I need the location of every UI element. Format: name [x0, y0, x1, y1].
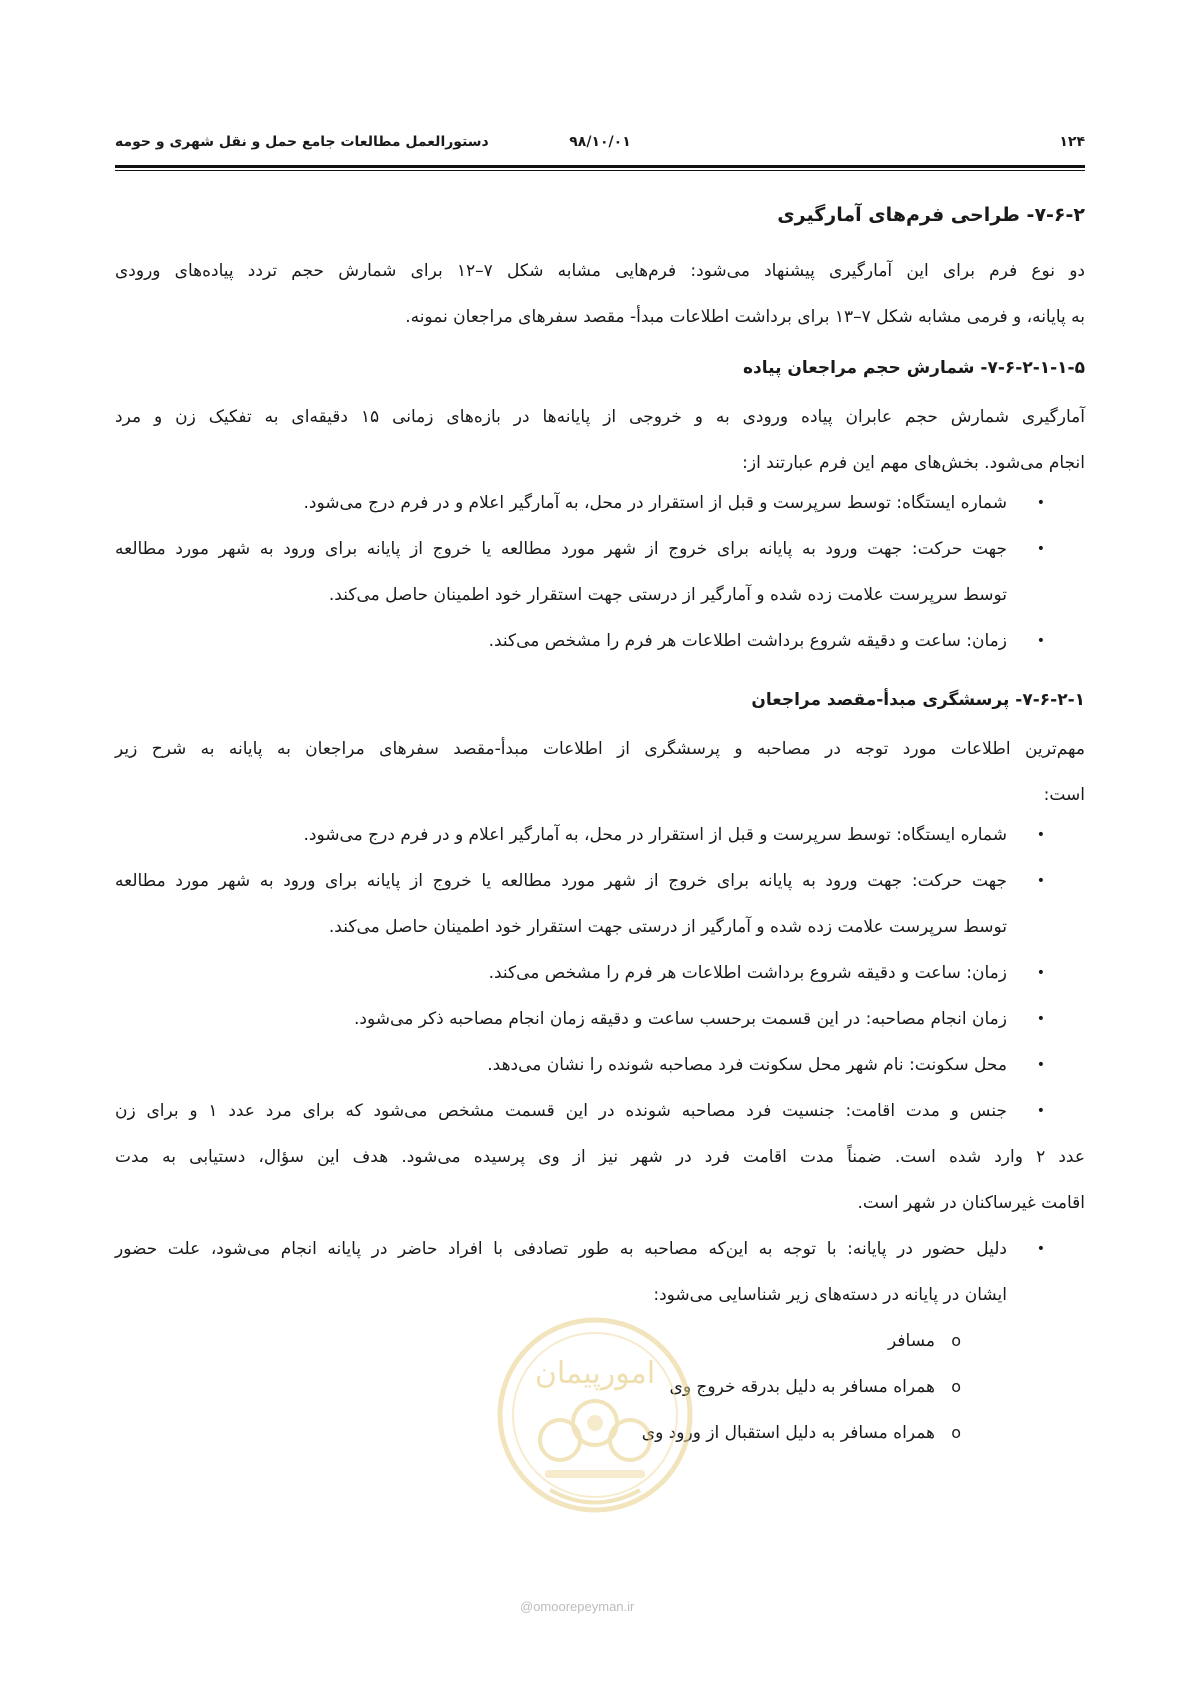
paragraph-line: است: [1043, 785, 1085, 805]
list-item-text: جهت حرکت: جهت ورود به پایانه برای خروج از شهر مورد مطالعه یا خروج از پایانه برای ورود به شهر مورد مطالعه [115, 871, 1007, 891]
bullet-icon: • [1036, 1241, 1045, 1257]
watermark-logo-icon [490, 1305, 700, 1525]
paragraph-line: آمارگیری شمارش حجم عابران پیاده ورودی به و خروجی از پایانه‌ها در بازه‌های زمانی ۱۵ دقیقه‌ای به تفکیک زن و مرد [115, 407, 1085, 427]
list-item-text: توسط سرپرست علامت زده شده و آمارگیر از درستی جهت استقرار خود اطمینان حاصل می‌کند. [328, 917, 1007, 937]
page-number: ۱۲۴ [1059, 134, 1085, 150]
header-title: دستورالعمل مطالعات جامع حمل و نقل شهری و حومه [115, 134, 489, 150]
list-item-text: شماره ایستگاه: توسط سرپرست و قبل از استقرار در محل، به آمارگیر اعلام و در فرم درج می‌شود. [303, 493, 1007, 513]
list-item-text: اقامت غیرساکنان در شهر است. [857, 1193, 1085, 1213]
circle-bullet-icon: o [951, 1331, 961, 1350]
list-item-text: محل سکونت: نام شهر محل سکونت فرد مصاحبه شونده را نشان می‌دهد. [487, 1055, 1007, 1075]
header-date: ۹۸/۱۰/۰۱ [569, 134, 631, 150]
section-heading: ۷-۶-۲- طراحی فرم‌های آمارگیری [777, 204, 1085, 226]
circle-bullet-icon: o [951, 1377, 961, 1396]
bullet-icon: • [1036, 873, 1045, 889]
header-rule-thin [115, 170, 1085, 171]
section-heading: ۷-۶-۲-۱-۱-۵- شمارش حجم مراجعان پیاده [743, 358, 1085, 378]
paragraph-line: انجام می‌شود. بخش‌های مهم این فرم عبارتند از: [742, 453, 1085, 473]
bullet-icon: • [1036, 1057, 1045, 1073]
list-item-text: زمان: ساعت و دقیقه شروع برداشت اطلاعات هر فرم را مشخص می‌کند. [488, 963, 1007, 983]
list-item-text: شماره ایستگاه: توسط سرپرست و قبل از استقرار در محل، به آمارگیر اعلام و در فرم درج می‌شود. [303, 825, 1007, 845]
list-item-text: دلیل حضور در پایانه: با توجه به این‌که مصاحبه به طور تصادفی با افراد حاضر در پایانه انجام می‌شود، علت حضور [115, 1239, 1007, 1259]
list-item-text: عدد ۲ وارد شده است. ضمناً مدت اقامت فرد در شهر نیز از وی پرسیده می‌شود. هدف این سؤال، دستیابی به مدت [115, 1147, 1085, 1167]
sub-list-item-text: همراه مسافر به دلیل بدرقه خروج وی [669, 1377, 935, 1397]
circle-bullet-icon: o [951, 1423, 961, 1442]
bullet-icon: • [1036, 1103, 1045, 1119]
list-item-text: توسط سرپرست علامت زده شده و آمارگیر از درستی جهت استقرار خود اطمینان حاصل می‌کند. [328, 585, 1007, 605]
sub-list-item-text: مسافر [888, 1331, 935, 1351]
sub-list-item-text: همراه مسافر به دلیل استقبال از ورود وی [641, 1423, 935, 1443]
bullet-icon: • [1036, 541, 1045, 557]
watermark-logo-text: امورپیمان [534, 1356, 656, 1391]
paragraph-line: به پایانه، و فرمی مشابه شکل ۷–۱۳ برای برداشت اطلاعات مبدأ- مقصد سفرهای مراجعان نمونه. [405, 307, 1085, 327]
bullet-icon: • [1036, 1011, 1045, 1027]
paragraph [115, 394, 1085, 486]
list-item-text: جنس و مدت اقامت: جنسیت فرد مصاحبه شونده در این قسمت مشخص می‌شود که برای مرد عدد ۱ و برای زن [115, 1101, 1007, 1121]
list-item-text: ایشان در پایانه در دسته‌های زیر شناسایی می‌شود: [653, 1285, 1007, 1305]
bullet-icon: • [1036, 965, 1045, 981]
paragraph [115, 726, 1085, 818]
watermark-url: @omoorepeyman.ir [520, 1599, 635, 1614]
paragraph-line: دو نوع فرم برای این آمارگیری پیشنهاد می‌شود: فرم‌هایی مشابه شکل ۷–۱۲ برای شمارش حجم تردد پیاده‌های ورودی [115, 261, 1085, 281]
paragraph-line: مهم‌ترین اطلاعات مورد توجه در مصاحبه و پرسشگری از اطلاعات مبدأ-مقصد سفرهای مراجعان به پایانه به شرح زیر [115, 739, 1085, 759]
list-item-text: جهت حرکت: جهت ورود به پایانه برای خروج از شهر مورد مطالعه یا خروج از پایانه برای ورود به شهر مورد مطالعه [115, 539, 1007, 559]
section-heading: ۷-۶-۲-۱- پرسشگری مبدأ-مقصد مراجعان [751, 690, 1085, 710]
list-item-text: زمان انجام مصاحبه: در این قسمت برحسب ساعت و دقیقه زمان انجام مصاحبه ذکر می‌شود. [354, 1009, 1007, 1029]
bullet-icon: • [1036, 827, 1045, 843]
header-rule [115, 165, 1085, 168]
list-item-text: زمان: ساعت و دقیقه شروع برداشت اطلاعات هر فرم را مشخص می‌کند. [488, 631, 1007, 651]
paragraph [115, 248, 1085, 340]
bullet-icon: • [1036, 495, 1045, 511]
bullet-icon: • [1036, 633, 1045, 649]
page-header [115, 128, 1085, 158]
